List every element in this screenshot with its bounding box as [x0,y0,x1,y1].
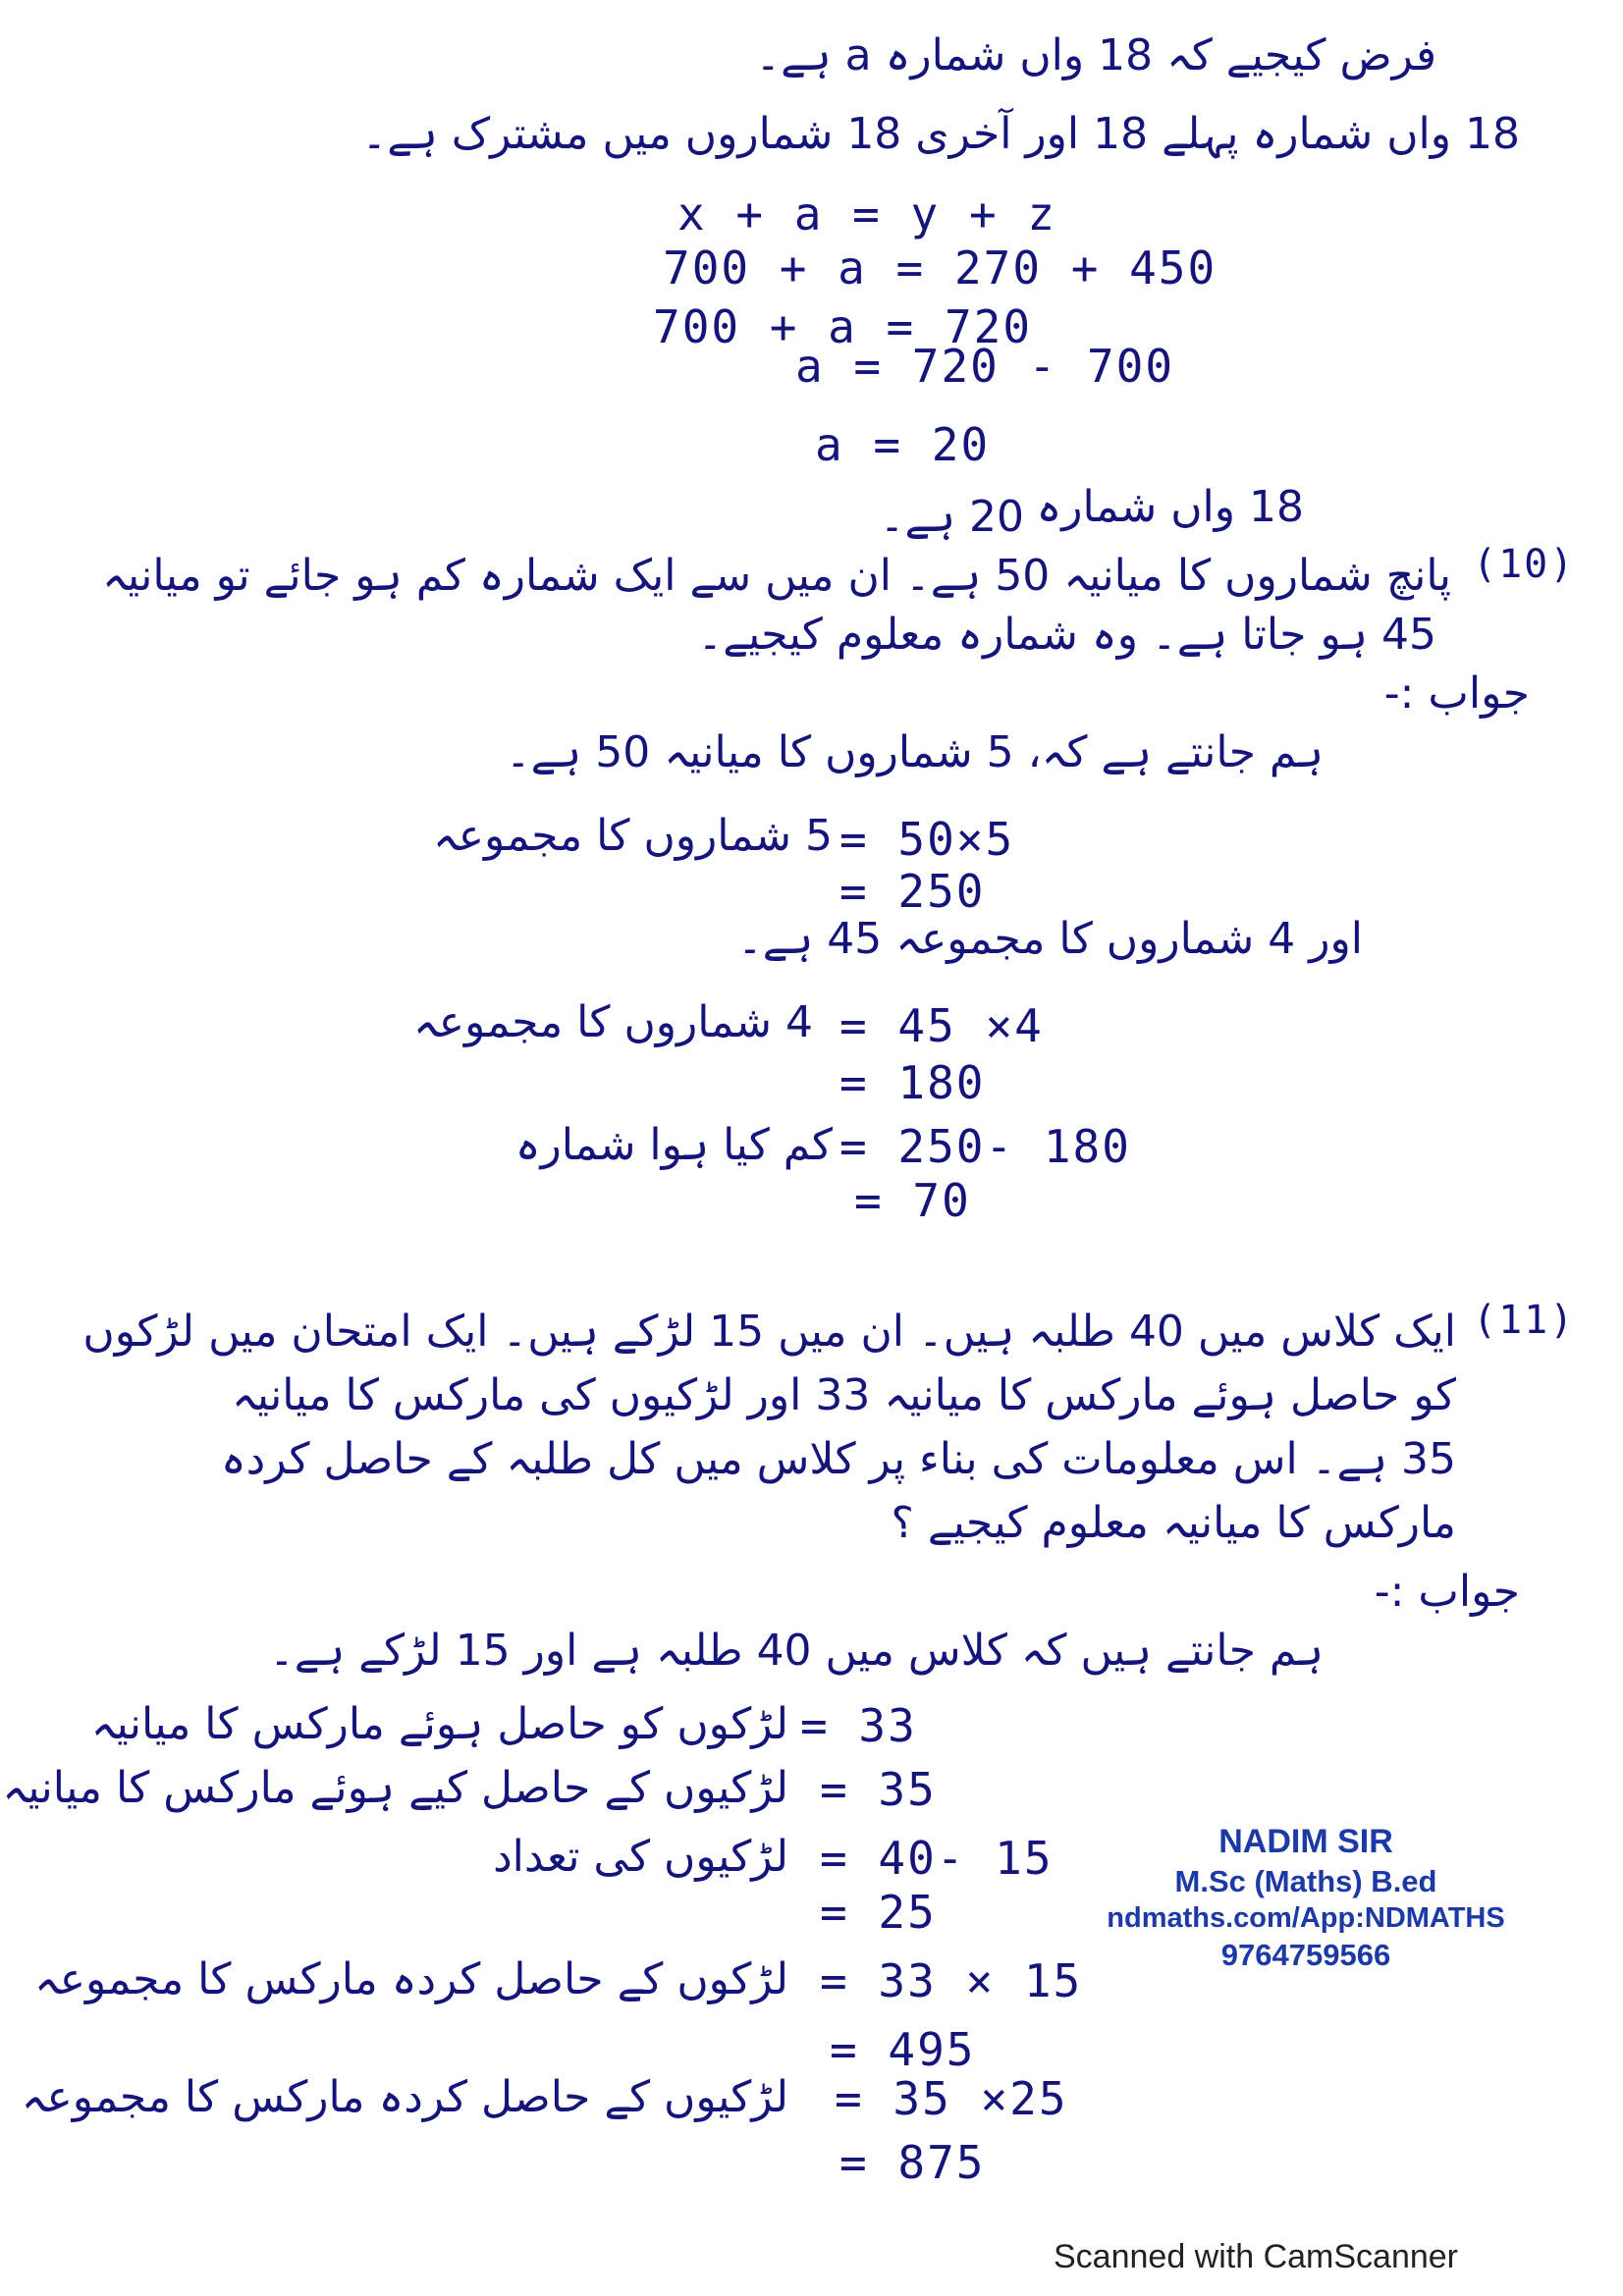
q10-step4: اور 4 شماروں کا مجموعہ 45 ہے۔ [736,914,1363,964]
q10-step6-value: = 180 [839,1056,986,1109]
q11-step5-value: = 25 [820,1886,937,1939]
q11-question-line2: کو حاصل ہوئے مارکس کا میانیہ 33 اور لڑکیوں کی مارکس کا میانیہ [232,1370,1456,1420]
part1-line1: فرض کیجیے کہ 18 واں شمارہ a ہے۔ [755,30,1436,80]
part1-conclusion-line2: 20 ہے۔ [879,492,1024,542]
part1-eq3: 700 + a = 720 [653,300,1033,353]
q11-step2-label: لڑکوں کو حاصل ہوئے مارکس کا میانیہ [90,1699,788,1749]
stamp-website: ndmaths.com/App:NDMATHS [1107,1902,1505,1935]
stamp-degree: M.Sc (Maths) B.ed [1174,1863,1437,1898]
q11-step8-label: لڑکیوں کے حاصل کردہ مارکس کا مجموعہ [21,2072,788,2122]
q11-step6-label: لڑکوں کے حاصل کردہ مارکس کا مجموعہ [33,1954,788,2004]
q10-step2-value: = 50×5 [839,813,1015,866]
q11-step4-value: = 40- 15 [820,1832,1054,1885]
q11-question-line1: ایک کلاس میں 40 طلبہ ہیں۔ ان میں 15 لڑکے ہیں۔ ایک امتحان میں لڑکوں [82,1307,1456,1357]
q10-answer-label: جواب :- [1383,668,1530,719]
q11-step4-label: لڑکیوں کی تعداد [493,1832,788,1882]
q10-step2-label: 5 شماروں کا مجموعہ [432,811,833,861]
q11-step8-value: = 35 ×25 [835,2072,1068,2125]
q11-question-line3: 35 ہے۔ اس معلومات کی بناء پر کلاس میں کل طلبہ کے حاصل کردہ [220,1434,1456,1484]
q11-step7-value: = 495 [830,2023,976,2076]
q11-step6-value: = 33 × 15 [820,1954,1083,2007]
q11-step1: ہم جانتے ہیں کہ کلاس میں 40 طلبہ ہے اور 15 لڑکے ہے۔ [268,1626,1324,1676]
part1-eq4: a = 720 - 700 [795,340,1175,393]
part1-eq1: x + a = y + z [677,187,1057,240]
stamp-name: NADIM SIR [1218,1823,1393,1860]
q10-number: (10) [1473,542,1576,587]
q10-question-line1: پانچ شماروں کا میانیہ 50 ہے۔ ان میں سے ایک شمارہ کم ہو جائے تو میانیہ [102,551,1451,601]
stamp-phone: 9764759566 [1220,1937,1391,1972]
q10-step8-value: = 70 [854,1174,971,1227]
q10-step7-value: = 250- 180 [839,1120,1131,1173]
q10-step1: ہم جانتے ہے کہ، 5 شماروں کا میانیہ 50 ہے۔ [505,727,1324,777]
q10-step3-value: = 250 [839,865,986,918]
q10-question-line2: 45 ہو جاتا ہے۔ وہ شمارہ معلوم کیجیے۔ [697,610,1436,660]
q11-step3-value: = 35 [820,1763,937,1816]
q10-step5-label: 4 شماروں کا مجموعہ [412,997,813,1047]
part1-eq5: a = 20 [815,418,991,471]
part1-line2: 18 واں شمارہ پہلے 18 اور آخری 18 شماروں میں مشترک ہے۔ [361,109,1520,159]
q10-step5-value: = 45 ×4 [839,999,1044,1052]
q11-question-line4: مارکس کا میانیہ معلوم کیجیے ؟ [891,1498,1456,1548]
q10-step7-label: کم کیا ہوا شمارہ [514,1120,833,1170]
scanner-watermark: Scanned with CamScanner [1054,2238,1459,2275]
q11-step3-label: لڑکیوں کے حاصل کیے ہوئے مارکس کا میانیہ [2,1763,788,1813]
part1-eq2: 700 + a = 270 + 450 [663,241,1217,294]
q11-step2-value: = 33 [800,1699,917,1752]
part1-conclusion-line1: 18 واں شمارہ [1036,482,1304,532]
q11-number: (11) [1473,1298,1576,1343]
q11-answer-label: جواب :- [1374,1567,1520,1617]
q11-step9-value: = 875 [839,2136,986,2189]
teacher-stamp [1100,1821,1512,1974]
